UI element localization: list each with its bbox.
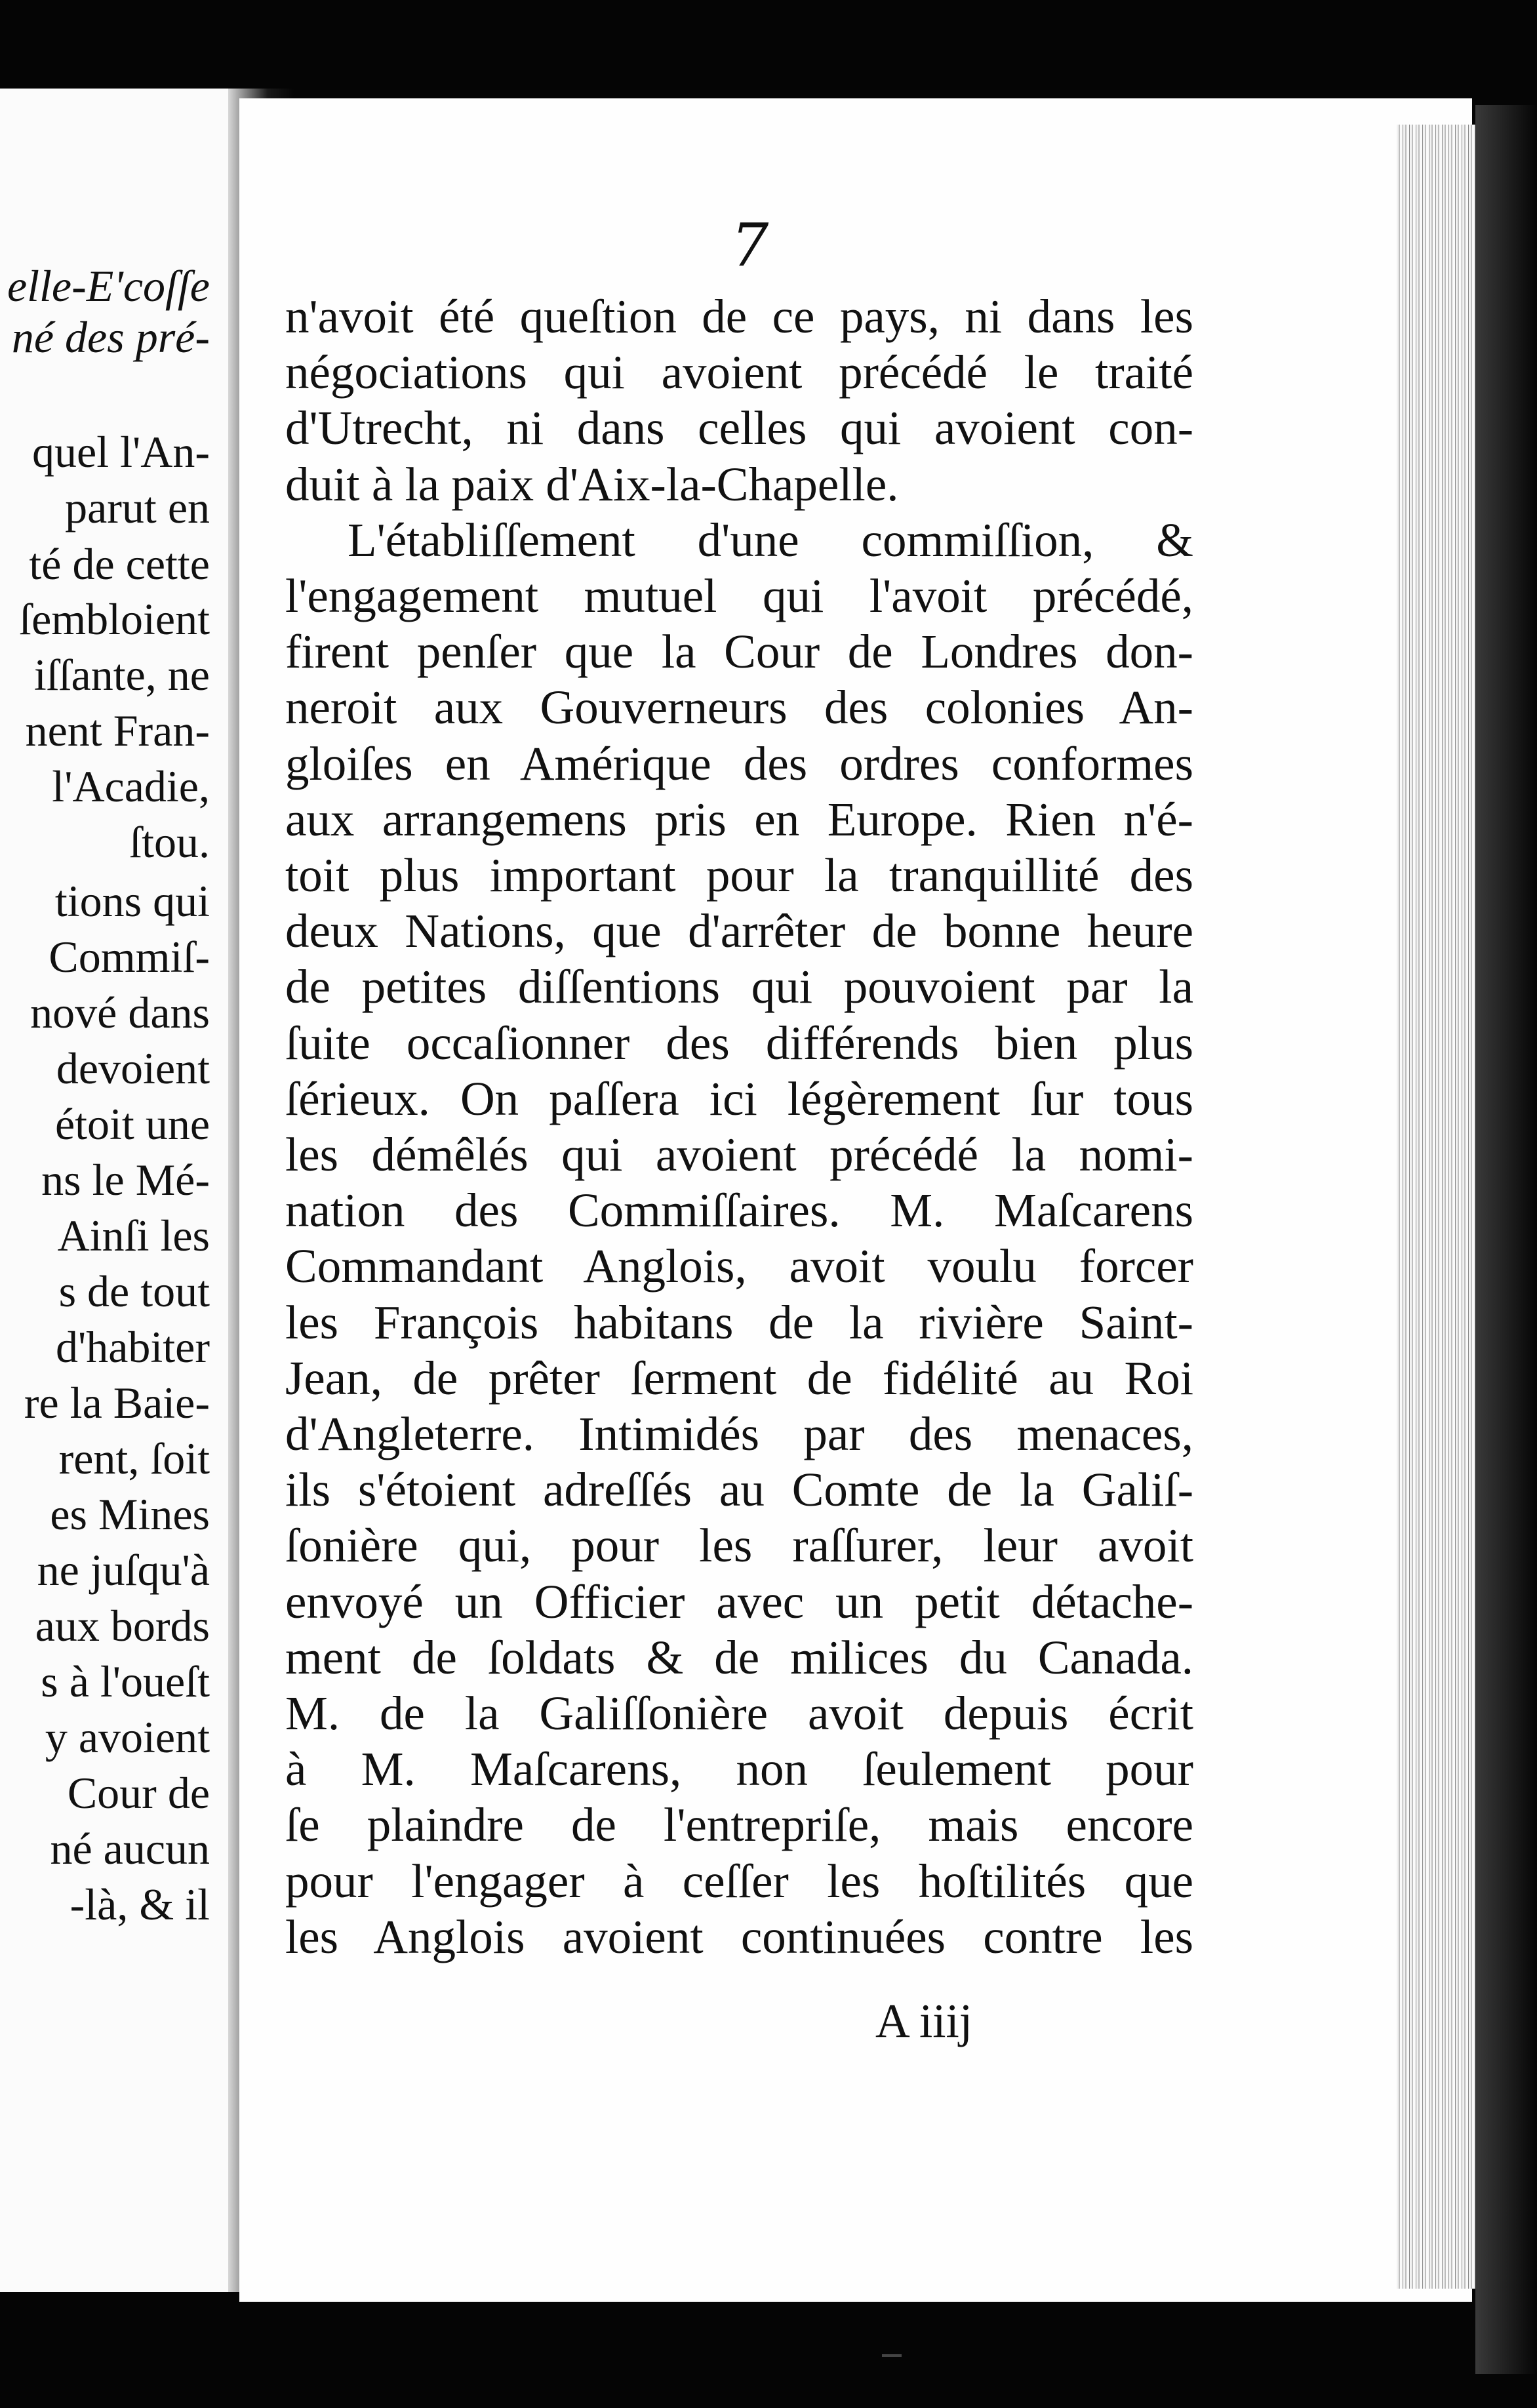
page-edge-shadow [1475, 105, 1537, 2374]
text-line: aux arrangemens pris en Europe. Rien n'é- [285, 792, 1193, 846]
left-page-line: nové dans [30, 988, 210, 1037]
text-line: toit plus important pour la tranquillité des [285, 849, 1193, 902]
body-text [285, 289, 1193, 1965]
left-page-line: ns le Mé- [41, 1155, 210, 1205]
left-page-line: né des pré- [11, 312, 210, 362]
text-line: pour l'engager à ceſſer les hoſtilités que [285, 1854, 1193, 1908]
text-line: neroit aux Gouverneurs des colonies An- [285, 681, 1193, 734]
left-page-line: devoient [56, 1043, 210, 1093]
left-page-line: es Mines [50, 1489, 210, 1539]
text-line: à M. Maſcarens, non ſeulement pour [285, 1742, 1193, 1796]
text-line: M. de la Galiſſonière avoit depuis écrit [285, 1687, 1193, 1740]
left-page-line: parut en [65, 483, 210, 532]
text-line: d'Utrecht, ni dans celles qui avoient con- [285, 401, 1193, 455]
text-line: ment de ſoldats & de milices du Canada. [285, 1630, 1193, 1684]
text-line: duit à la paix d'Aix-la-Chapelle. [285, 457, 899, 511]
left-page-line: elle-E'coſſe [7, 261, 210, 311]
left-page-line: quel l'An- [32, 427, 210, 477]
signature-mark: A iiij [875, 1994, 973, 2047]
left-page-line: aux bords [35, 1601, 210, 1651]
left-page-line: tions qui [54, 876, 210, 926]
page-number: 7 [731, 211, 769, 280]
text-line: ils s'étoient adreſſés au Comte de la Galiſ- [285, 1463, 1193, 1517]
text-line: les Anglois avoient continuées contre les [285, 1910, 1193, 1963]
text-line: gloiſes en Amérique des ordres conformes [285, 736, 1193, 790]
text-line: ſe plaindre de l'entrepriſe, mais encore [285, 1798, 1193, 1852]
left-page-line: ſembloient [19, 594, 210, 644]
left-page-line: étoit une [54, 1099, 210, 1149]
text-line: firent penſer que la Cour de Londres don- [285, 625, 1193, 679]
left-page-line: Cour de [67, 1768, 210, 1818]
text-line: nation des Commiſſaires. M. Maſcarens [285, 1184, 1193, 1237]
left-page-line: ne juſqu'à [37, 1545, 210, 1595]
bottom-mark [882, 2354, 902, 2357]
text-line: deux Nations, que d'arrêter de bonne heure [285, 904, 1193, 958]
left-page-line: nent Fran- [25, 706, 210, 755]
text-line: ſérieux. On paſſera ici légèrement ſur tous [285, 1072, 1193, 1125]
text-line: de petites diſſentions qui pouvoient par la [285, 960, 1193, 1014]
left-page-line: -là, & il [70, 1879, 210, 1929]
left-page-line: l'Acadie, [52, 761, 210, 811]
text-line: les François habitans de la rivière Saint- [285, 1295, 1193, 1349]
left-page-line: Ainſi les [57, 1211, 210, 1260]
left-page-line: re la Baie- [24, 1378, 210, 1428]
text-line: d'Angleterre. Intimidés par des menaces, [285, 1407, 1193, 1461]
left-page-line: ſtou. [129, 817, 210, 867]
left-page-line: né aucun [50, 1824, 210, 1874]
text-line: les démêlés qui avoient précédé la nomi- [285, 1128, 1193, 1182]
left-page-line: s à l'oueſt [41, 1656, 210, 1706]
left-page-line: y avoient [45, 1712, 210, 1762]
text-line: négociations qui avoient précédé le traité [285, 346, 1193, 399]
text-line: n'avoit été queſtion de ce pays, ni dans les [285, 290, 1193, 343]
text-line: Jean, de prêter ſerment de fidélité au Roi [285, 1351, 1193, 1405]
left-page [0, 89, 257, 2292]
left-page-line: s de tout [58, 1266, 210, 1316]
left-page-line: rent, ſoit [58, 1434, 210, 1483]
text-line: ſuite occaſionner des différends bien plus [285, 1016, 1193, 1070]
text-line: L'établiſſement d'une commiſſion, & [348, 513, 1193, 567]
text-line: envoyé un Officier avec un petit détache- [285, 1575, 1193, 1628]
left-page-line: d'habiter [55, 1322, 210, 1372]
left-page-line: Commiſ- [49, 932, 210, 982]
text-line: Commandant Anglois, avoit voulu forcer [285, 1239, 1193, 1293]
left-page-line: iſſante, ne [33, 650, 210, 700]
text-line: ſonière qui, pour les raſſurer, leur avoit [285, 1519, 1193, 1573]
left-page-line: té de cette [29, 539, 210, 589]
page-edges [1397, 125, 1488, 2289]
text-line: l'engagement mutuel qui l'avoit précédé, [285, 569, 1193, 623]
